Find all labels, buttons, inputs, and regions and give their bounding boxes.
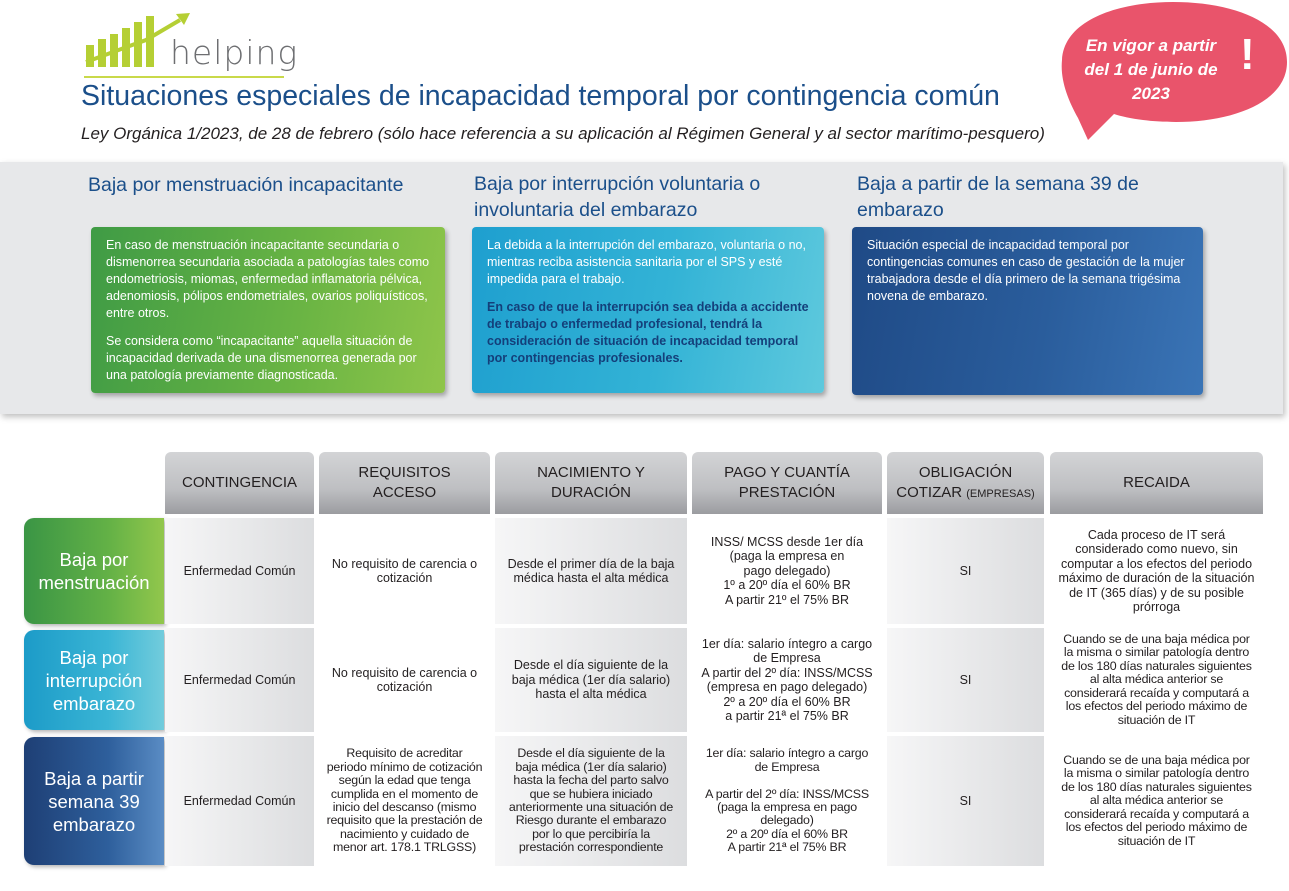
logo-underline (84, 76, 284, 78)
menstruation-card-p1: En caso de menstruación incapacitante secundaria o dismenorrea secundaria asociada a patologías tales como endometriosis, miomas, enfermedad inflamatoria pélvica, adenomiosis, pólipos endometriales, ovarios poliquísticos, entre otros. (106, 238, 430, 320)
row2-contingencia: Enfermedad Común (165, 628, 314, 732)
header-nacimiento: NACIMIENTO Y DURACIÓN (495, 452, 687, 514)
row-label-interruption: Baja por interrupción embarazo (24, 630, 164, 730)
row-label-menstruation: Baja por menstruación (24, 518, 164, 624)
row3-requisitos: Requisito de acreditar periodo mínimo de cotización según la edad que tenga cumplida en el momento de inicio del descanso (mismo requisito que la prestación de nacimiento y cuidado de menor art. 178.1 TRLGSS) (319, 736, 490, 866)
row1-pago: INSS/ MCSS desde 1er día (paga la empresa en pago delegado) 1º a 20º día el 60% BR A partir 21º el 75% BR (692, 518, 882, 624)
in-force-date-text: En vigor a partir del 1 de junio de 2023 (1084, 36, 1218, 103)
page-title: Situaciones especiales de incapacidad temporal por contingencia común (81, 80, 1000, 112)
row3-contingencia: Enfermedad Común (165, 736, 314, 866)
row2-recaida: Cuando se de una baja médica por la misma o similar patología dentro de los 180 días naturales siguientes al alta médica anterior se considerará recaída y computará a los efectos del periodo máximo de situación de IT (1050, 628, 1263, 732)
row1-recaida: Cada proceso de IT será considerado como nuevo, sin computar a los efectos del periodo máximo de duración de la situación de IT (365 días) y de su posible prórroga (1050, 518, 1263, 624)
header-recaida: RECAIDA (1050, 452, 1263, 514)
menstruation-card-p2: Se considera como “incapacitante” aquella situación de incapacidad derivada de una dismenorrea generada por una patología previamente diagnosticada. (106, 334, 417, 382)
interruption-card-p1: La debida a la interrupción del embarazo, voluntaria o no, mientras reciba asistencia sanitaria por el SPS y esté impedida para el trabajo. (487, 238, 806, 286)
row2-obligacion: SI (887, 628, 1044, 732)
row2-requisitos: No requisito de carencia o cotización (319, 628, 490, 732)
row1-nacimiento: Desde el primer día de la baja médica hasta el alta médica (495, 518, 687, 624)
menstruation-card (91, 227, 445, 393)
interruption-heading: Baja por interrupción voluntaria o involuntaria del embarazo (474, 173, 761, 221)
logo-wordmark: helping (170, 33, 299, 72)
header-obligacion-note: (EMPRESAS) (966, 487, 1035, 500)
row1-requisitos: No requisito de carencia o cotización (319, 518, 490, 624)
row3-obligacion: SI (887, 736, 1044, 866)
row-label-week39: Baja a partir semana 39 embarazo (24, 737, 164, 865)
exclamation-icon: ! (1240, 30, 1255, 79)
interruption-card-p2: En caso de que la interrupción sea debida a accidente de trabajo o enfermedad profesional, tendrá la consideración de situación de incapacidad temporal por contingencias profesionales. (487, 300, 809, 365)
row3-pago: 1er día: salario íntegro a cargo de Empresa A partir del 2º día: INSS/MCSS (paga la empresa en pago delegado) 2º a 20º día el 60% BR A partir 21ª el 75% BR (692, 736, 882, 866)
interruption-card (472, 227, 824, 393)
row3-nacimiento: Desde el día siguiente de la baja médica (1er día salario) hasta la fecha del parto salvo que se hubiera iniciado anteriormente una situación de Riesgo durante el embarazo por lo que percibiría la prestación correspondiente (495, 736, 687, 866)
row2-pago: 1er día: salario íntegro a cargo de Empresa A partir del 2º día: INSS/MCSS (empresa en pago delegado) 2º a 20º día el 60% BR a partir 21ª el 75% BR (692, 628, 882, 732)
header-contingencia: CONTINGENCIA (165, 452, 314, 514)
week39-card (852, 227, 1203, 395)
row3-recaida: Cuando se de una baja médica por la misma o similar patología dentro de los 180 días naturales siguientes al alta médica anterior se considerará recaída y computará a los efectos del periodo máximo de situación de IT (1050, 736, 1263, 866)
week39-card-p1: Situación especial de incapacidad temporal por contingencias comunes en caso de gestación de la mujer trabajadora desde el día primero de la semana trigésima novena de embarazo. (867, 238, 1185, 303)
row1-obligacion: SI (887, 518, 1044, 624)
header-pago: PAGO Y CUANTÍA PRESTACIÓN (692, 452, 882, 514)
header-obligacion: OBLIGACIÓN COTIZAR (EMPRESAS) (887, 452, 1044, 514)
header-requisitos: REQUISITOS ACCESO (319, 452, 490, 514)
menstruation-heading: Baja por menstruación incapacitante (88, 174, 404, 196)
week39-heading: Baja a partir de la semana 39 de embarazo (857, 173, 1139, 221)
row1-contingencia: Enfermedad Común (165, 518, 314, 624)
page-subtitle: Ley Orgánica 1/2023, de 28 de febrero (sólo hace referencia a su aplicación al Régimen General y al sector marítimo-pesquero) (81, 124, 1045, 143)
row2-nacimiento: Desde el día siguiente de la baja médica (1er día salario) hasta el alta médica (495, 628, 687, 732)
